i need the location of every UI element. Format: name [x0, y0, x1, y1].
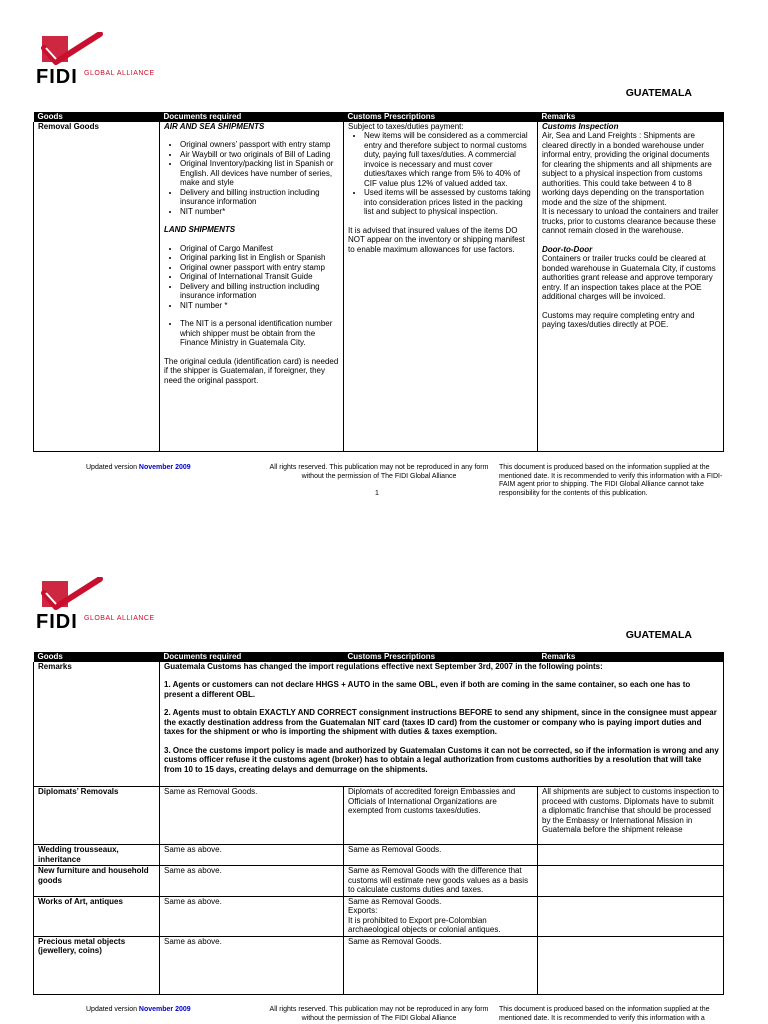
customs-advice: It is advised that insured values of the items DO NOT appear on the inventory or shipping manifest to enable maximum allowances for use factors.: [348, 225, 525, 254]
header-remarks: Remarks: [538, 112, 724, 122]
header-documents: Documents required: [160, 652, 344, 662]
goods-label: Precious metal objects (jewellery, coins): [38, 936, 126, 955]
regulation-remarks-cell: [160, 662, 724, 787]
door-to-door-text: Containers or trailer trucks could be cleared at bonded warehouse in Guatemala City, if customs authorities grant release and approve temporary entry. If an inspection takes place at the POE additional charges will be invoiced.: [542, 254, 716, 301]
regulation-point: 1. Agents or customers can not declare HHGS + AUTO in the same OBL, even if both are coming in the same container, so each one has to present a different OBL.: [164, 680, 691, 699]
regulation-point: 2. Agents must to obtain EXACTLY AND CORRECT consignment instructions BEFORE to send any shipment, since in the consignee must appear the exactly destination address from the Guatemalan NIT card (taxes ID card) from the customer or company who is paying import duties and taxes for the shipment or who is importing the shipment with duties & taxes exemption.: [164, 708, 717, 736]
table-header-row: [34, 652, 724, 662]
goods-cell: [34, 866, 160, 897]
goods-label: Works of Art, antiques: [38, 896, 123, 906]
customs-table-2: [33, 652, 724, 995]
country-title: GUATEMALA: [625, 87, 692, 99]
table-row: [34, 122, 724, 452]
goods-label: Removal Goods: [38, 121, 99, 131]
documents-cell: Same as above.: [160, 866, 344, 897]
logo-text: FIDI: [36, 611, 78, 633]
customs-table: [33, 112, 724, 452]
header-goods: Goods: [34, 652, 160, 662]
goods-label: Remarks: [38, 661, 72, 671]
customs-cell: [344, 122, 538, 452]
table-row: [34, 936, 724, 994]
list-item: • New items will be considered as a commercial entry and therefore subject to normal customs duty, paying full taxes/duties. A commercial invoice is necessary and must cover duties/taxes which range from 5% to 40% of CIF value plus 12% of valued added tax.: [364, 131, 533, 188]
customs-cell: Same as Removal Goods with the difference that customs will estimate new goods values as a basis to calculate customs duties and taxes.: [344, 866, 538, 897]
customs-cell: Same as Removal Goods.: [344, 936, 538, 994]
remarks-cell: [538, 936, 724, 994]
list-item: • NIT number *: [180, 301, 339, 311]
goods-cell: [34, 845, 160, 866]
disclaimer: This document is produced based on the information supplied at the mentioned date. It is recommended to verify this information with a FIDI-FAIM agent prior to shipping. The FIDI Global Alliance cannot take responsibility for the contents of this publication.: [499, 464, 723, 497]
header-customs: Customs Prescriptions: [344, 112, 538, 122]
exports-label: Exports:: [348, 906, 378, 915]
checkmark-logo-icon: [38, 32, 108, 68]
list-item: • Used items will be assessed by customs taking into consideration prices listed in the packing list and subject to physical inspection.: [364, 188, 533, 217]
page-number: 1: [375, 490, 379, 497]
air-sea-list: [164, 140, 339, 216]
door-to-door-title: Door-to-Door: [542, 244, 593, 254]
logo-subtext: GLOBAL ALLIANCE: [84, 70, 155, 77]
fidi-logo: [36, 577, 156, 633]
table-row: [34, 787, 724, 845]
goods-label: New furniture and household goods: [38, 866, 149, 885]
logo-text: FIDI: [36, 66, 78, 88]
land-list: [164, 244, 339, 311]
regulation-intro: Guatemala Customs has changed the import regulations effective next September 3rd, 2007 in the following points:: [164, 661, 603, 671]
land-title: LAND SHIPMENTS: [164, 225, 236, 234]
list-item: • Delivery and billing instruction including insurance information: [180, 188, 339, 207]
customs-cell: Same as Removal Goods.: [344, 845, 538, 866]
remarks-cell: [538, 122, 724, 452]
documents-cell: Same as above.: [160, 896, 344, 936]
documents-cell: Same as Removal Goods.: [160, 787, 344, 845]
header-documents: Documents required: [160, 112, 344, 122]
table-row: [34, 662, 724, 787]
exports-text: It is prohibited to Export pre-Colombian archaeological objects or colonial antiques.: [348, 915, 501, 934]
updated-date: November 2009: [138, 464, 191, 471]
updated-prefix: Updated version: [86, 464, 139, 471]
poe-note: Customs may require completing entry and paying taxes/duties directly at POE.: [542, 310, 695, 329]
goods-label: Diplomats’ Removals: [38, 787, 119, 796]
header-remarks: Remarks: [538, 652, 724, 662]
goods-cell: [34, 662, 160, 787]
inspection-text: Air, Sea and Land Freights : Shipments are cleared directly in a bonded warehouse under informal entry, providing the original documents for clearing the shipments and all shipments are subject to a physical inspection from customs authorities. This could take between 4 to 8 working days depending on the transportation mode and the size of the shipment.: [542, 131, 712, 207]
table-row: [34, 845, 724, 866]
remarks-cell: [538, 896, 724, 936]
customs-cell: [344, 896, 538, 936]
goods-cell: [34, 122, 160, 452]
documents-cell: Same as above.: [160, 936, 344, 994]
regulation-point: 3. Once the customs import policy is made and authorized by Guatemalan Customs it can not be corrected, so if the information is wrong and any customs officer refuse it the customs agent (broker) has to obtain a legal authorization from customs authorities by a resolution that will take from 10 to 15 days, creating delays and demurrage on the shipments.: [164, 745, 719, 774]
table-row: [34, 866, 724, 897]
documents-cell: Same as above.: [160, 845, 344, 866]
remarks-cell: All shipments are subject to customs inspection to proceed with customs. Diplomats have to submit a diplomatic franchise that should be processed by the Embassy or International Mission in Guatemala before the shipment release: [538, 787, 724, 845]
header-goods: Goods: [34, 112, 160, 122]
rights-notice: All rights reserved. This publication may not be reproduced in any form without the permission of The FIDI Global Alliance: [269, 1006, 489, 1022]
country-title: GUATEMALA: [625, 629, 692, 641]
list-item: • Air Waybill or two originals of Bill of Lading: [180, 150, 339, 160]
inspection-text-2: It is necessary to unload the containers and trailer trucks, prior to customs clearance because these cannot remain closed in the warehouse.: [542, 207, 719, 235]
updated-version: [86, 1006, 226, 1015]
goods-cell: [34, 936, 160, 994]
list-item: • Original of International Transit Guide: [180, 272, 339, 282]
nit-note-list: [164, 319, 339, 348]
list-item: • Original of Cargo Manifest: [180, 244, 339, 254]
goods-cell: [34, 787, 160, 845]
table-row: [34, 896, 724, 936]
updated-date: November 2009: [138, 1006, 191, 1013]
customs-intro: Subject to taxes/duties payment:: [348, 121, 464, 131]
inspection-title: Customs Inspection: [542, 121, 619, 131]
table-header-row: [34, 112, 724, 122]
header-customs: Customs Prescriptions: [344, 652, 538, 662]
list-item: • NIT number*: [180, 207, 339, 217]
goods-label: Wedding trousseaux, inheritance: [38, 845, 119, 864]
fidi-logo: [36, 32, 156, 88]
disclaimer: This document is produced based on the information supplied at the mentioned date. It is recommended to verify this information with a: [499, 1006, 710, 1022]
checkmark-logo-icon: [38, 577, 108, 613]
customs-list: [348, 131, 533, 217]
list-item: • Delivery and billing instruction including insurance information: [180, 282, 339, 301]
remarks-cell: [538, 845, 724, 866]
updated-prefix: Updated version: [86, 1006, 139, 1013]
updated-version: [86, 464, 226, 473]
goods-cell: [34, 896, 160, 936]
list-item: • Original Inventory/packing list in Spanish or English. All devices have number of series, make and style: [180, 159, 339, 188]
air-sea-title: AIR AND SEA SHIPMENTS: [164, 121, 265, 131]
logo-subtext: GLOBAL ALLIANCE: [84, 615, 155, 622]
nit-note: • The NIT is a personal identification number which shipper must be obtain from the Finance Ministry in Guatemala City.: [180, 319, 339, 348]
customs-cell: Diplomats of accredited foreign Embassies and Officials of International Organizations are exempted from customs taxes/duties.: [344, 787, 538, 845]
customs-text: Same as Removal Goods.: [348, 896, 442, 906]
documents-cell: [160, 122, 344, 452]
cedula-note: The original cedula (identification card) is needed if the shipper is Guatemalan, if foreigner, they need the original passport.: [164, 356, 339, 385]
rights-notice: All rights reserved. This publication may not be reproduced in any form without the permission of The FIDI Global Alliance: [269, 464, 489, 480]
list-item: • Original owner passport with entry stamp: [180, 263, 339, 273]
list-item: • Original owners’ passport with entry stamp: [180, 140, 339, 150]
list-item: • Original parking list in English or Spanish: [180, 253, 339, 263]
remarks-cell: [538, 866, 724, 897]
